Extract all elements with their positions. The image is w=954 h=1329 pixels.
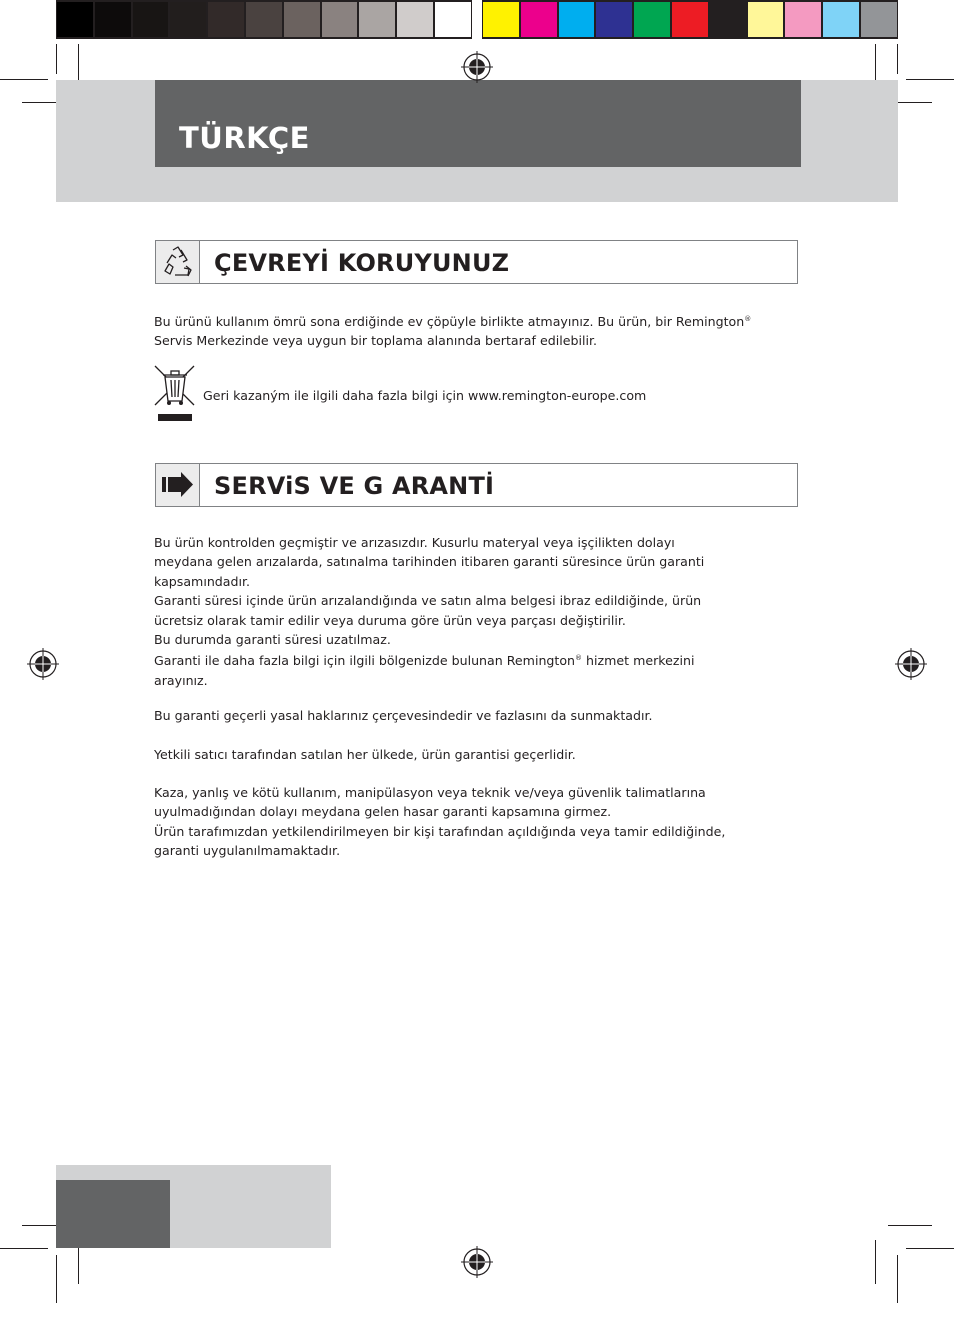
crop-mark xyxy=(0,1248,48,1249)
service-paragraph-1 xyxy=(154,533,814,690)
crop-mark xyxy=(56,1255,57,1303)
registered-mark: ® xyxy=(575,654,583,663)
color-swatch xyxy=(672,2,708,37)
color-swatch xyxy=(748,2,784,37)
section-service-heading xyxy=(155,463,798,507)
color-swatch xyxy=(710,2,746,37)
arrow-right-icon xyxy=(156,464,200,506)
registration-mark-icon xyxy=(27,648,59,680)
service-text-end: hizmet merkezini arayınız. xyxy=(154,653,695,688)
grayscale-calibration-bar xyxy=(56,0,472,39)
crop-mark xyxy=(0,79,48,80)
color-swatch xyxy=(634,2,670,37)
section-environment-heading xyxy=(155,240,798,284)
color-swatch xyxy=(521,2,557,37)
registration-mark-icon xyxy=(461,51,493,83)
crop-mark xyxy=(875,1240,876,1284)
crop-mark xyxy=(897,1255,898,1303)
color-swatch xyxy=(170,2,206,37)
color-swatch xyxy=(246,2,282,37)
registered-mark: ® xyxy=(744,315,752,323)
color-swatch xyxy=(435,2,471,37)
environment-paragraph xyxy=(154,310,814,351)
crossed-bin-icon xyxy=(154,365,196,423)
recycle-icon xyxy=(156,241,200,283)
section-environment-title: ÇEVREYİ KORUYUNUZ xyxy=(214,249,510,277)
page-title: TÜRKÇE xyxy=(179,121,310,155)
color-swatch xyxy=(95,2,131,37)
color-calibration-bar xyxy=(482,0,898,39)
section-service-title: SERViS VE G ARANTİ xyxy=(214,472,495,500)
crop-mark xyxy=(906,1248,954,1249)
crop-mark xyxy=(897,44,898,74)
crop-mark xyxy=(888,1225,932,1226)
color-swatch xyxy=(559,2,595,37)
service-paragraph-3: Yetkili satıcı tarafından satılan her ülkede, ürün garantisi geçerlidir. xyxy=(154,747,576,762)
footer-page-tab xyxy=(56,1180,170,1248)
color-swatch xyxy=(483,2,519,37)
environment-text: Bu ürünü kullanım ömrü sona erdiğinde ev çöpüyle birlikte atmayınız. Bu ürün, bir Remington xyxy=(154,314,745,329)
color-swatch xyxy=(208,2,244,37)
crop-mark xyxy=(56,44,57,74)
color-swatch xyxy=(359,2,395,37)
color-swatch xyxy=(823,2,859,37)
color-swatch xyxy=(322,2,358,37)
crop-mark xyxy=(906,79,954,80)
service-paragraph-4: Kaza, yanlış ve kötü kullanım, manipülasyon veya teknik ve/veya güvenlik talimatlarına uyulmadığından dolayı meydana gelen hasar garanti kapsamına girmez. Ürün tarafımızdan yetkilendirilmeyen bir kişi tarafından açıldığında veya tamir edildiğinde, garanti uygulanılmamaktadır. xyxy=(154,785,726,859)
environment-text-2: Servis Merkezinde veya uygun bir toplama alanında bertaraf edilebilir. xyxy=(154,333,597,349)
color-swatch xyxy=(284,2,320,37)
color-swatch xyxy=(397,2,433,37)
color-swatch xyxy=(596,2,632,37)
recycling-info-text: Geri kazaným ile ilgili daha fazla bilgi için www.remington-europe.com xyxy=(203,388,647,403)
registration-mark-icon xyxy=(461,1246,493,1278)
color-swatch xyxy=(133,2,169,37)
registration-mark-icon xyxy=(895,648,927,680)
service-text: Bu ürün kontrolden geçmiştir ve arızasızdır. Kusurlu materyal veya işçilikten dolayı meydana gelen arızalarda, satınalma tarihinden itibaren garanti süresince ürün garanti kapsamındadır. Garanti süresi içinde ürün arızalandığında ve satın alma belgesi ibraz edildiğinde, ürün ücretsiz olarak tamir edilir veya duruma göre ürün veya parçası değiştirilir. Bu durumda garanti süresi uzatılmaz. Garanti ile daha fazla bilgi için ilgili bölgenizde bulunan Remington xyxy=(154,535,705,669)
color-swatch xyxy=(57,2,93,37)
service-paragraph-2: Bu garanti geçerli yasal haklarınız çerçevesindedir ve fazlasını da sunmaktadır. xyxy=(154,708,653,723)
color-swatch xyxy=(861,2,897,37)
color-swatch xyxy=(785,2,821,37)
